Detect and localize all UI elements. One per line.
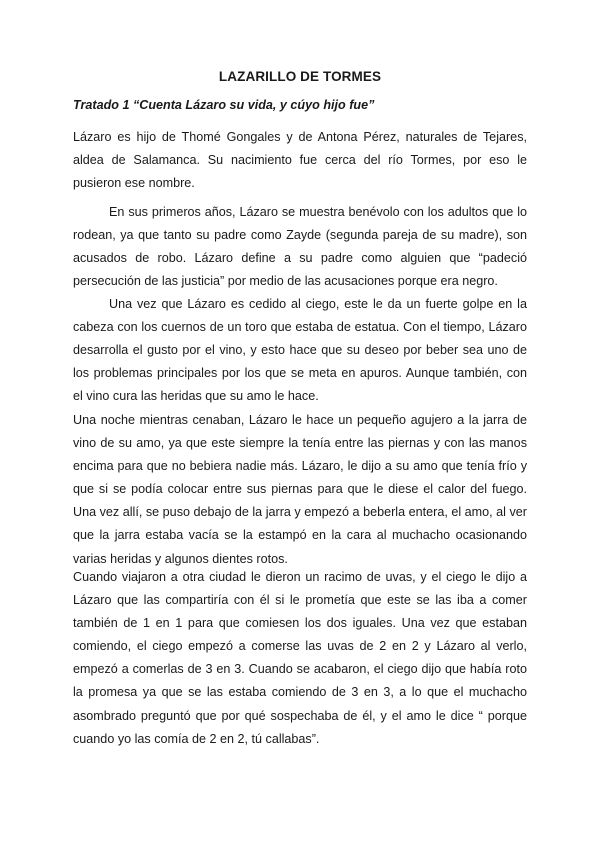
paragraph-4: Una noche mientras cenaban, Lázaro le hace un pequeño agujero a la jarra de vino de su amo, ya que este siempre la tenía entre las piernas y con las manos encima para que no bebiera nadie más. Lázaro, le dijo a su amo que tenía frío y que si se podía colocar entre sus piernas para que le diese el calor del fuego. Una vez allí, se puso debajo de la jarra y empezó a beberla entera, el amo, al ver que la jarra estaba vacía se la estampó en la cara al muchacho ocasionando varias heridas y algunos dientes rotos. bbox=[73, 413, 527, 566]
paragraph-5: Cuando viajaron a otra ciudad le dieron un racimo de uvas, y el ciego le dijo a Lázaro que las compartiría con él si le prometía que este se las iba a comer también de 1 en 1 para que comiesen los dos iguales. Una vez que estaban comiendo, el ciego empezó a comerse las uvas de 2 en 2 y Lázaro al verlo, empezó a comerlas de 3 en 3. Cuando se acabaron, el ciego dijo que había roto la promesa ya que se las estaba comiendo de 3 en 3, a lo que el muchacho asombrado preguntó que por qué sospechaba de él, y el amo le dice “ porque cuando yo las comía de 2 en 2, tú callabas”. bbox=[73, 570, 527, 746]
paragraph-3: Una vez que Lázaro es cedido al ciego, este le da un fuerte golpe en la cabeza con los cuernos de un toro que estaba de estatua. Con el tiempo, Lázaro desarrolla el gusto por el vino, y esto hace que su deseo por beber sea uno de los problemas principales por los que se meta en apuros. Aunque también, con el vino cura las heridas que su amo le hace. bbox=[73, 297, 527, 404]
paragraph-2: En sus primeros años, Lázaro se muestra benévolo con los adultos que lo rodean, ya que tanto su padre como Zayde (segunda pareja de su madre), son acusados de robo. Lázaro define a su padre como alguien que “padeció persecución de las justicia” por medio de las acusaciones porque era negro. bbox=[73, 205, 527, 289]
document-title: LAZARILLO DE TORMES bbox=[218, 69, 382, 84]
chapter-subtitle: Tratado 1 “Cuenta Lázaro su vida, y cúyo hijo fue” bbox=[73, 98, 375, 112]
paragraph-1: Lázaro es hijo de Thomé Gongales y de Antona Pérez, naturales de Tejares, aldea de Salamanca. Su nacimiento fue cerca del río Tormes, por eso le pusieron ese nombre. bbox=[73, 130, 527, 191]
